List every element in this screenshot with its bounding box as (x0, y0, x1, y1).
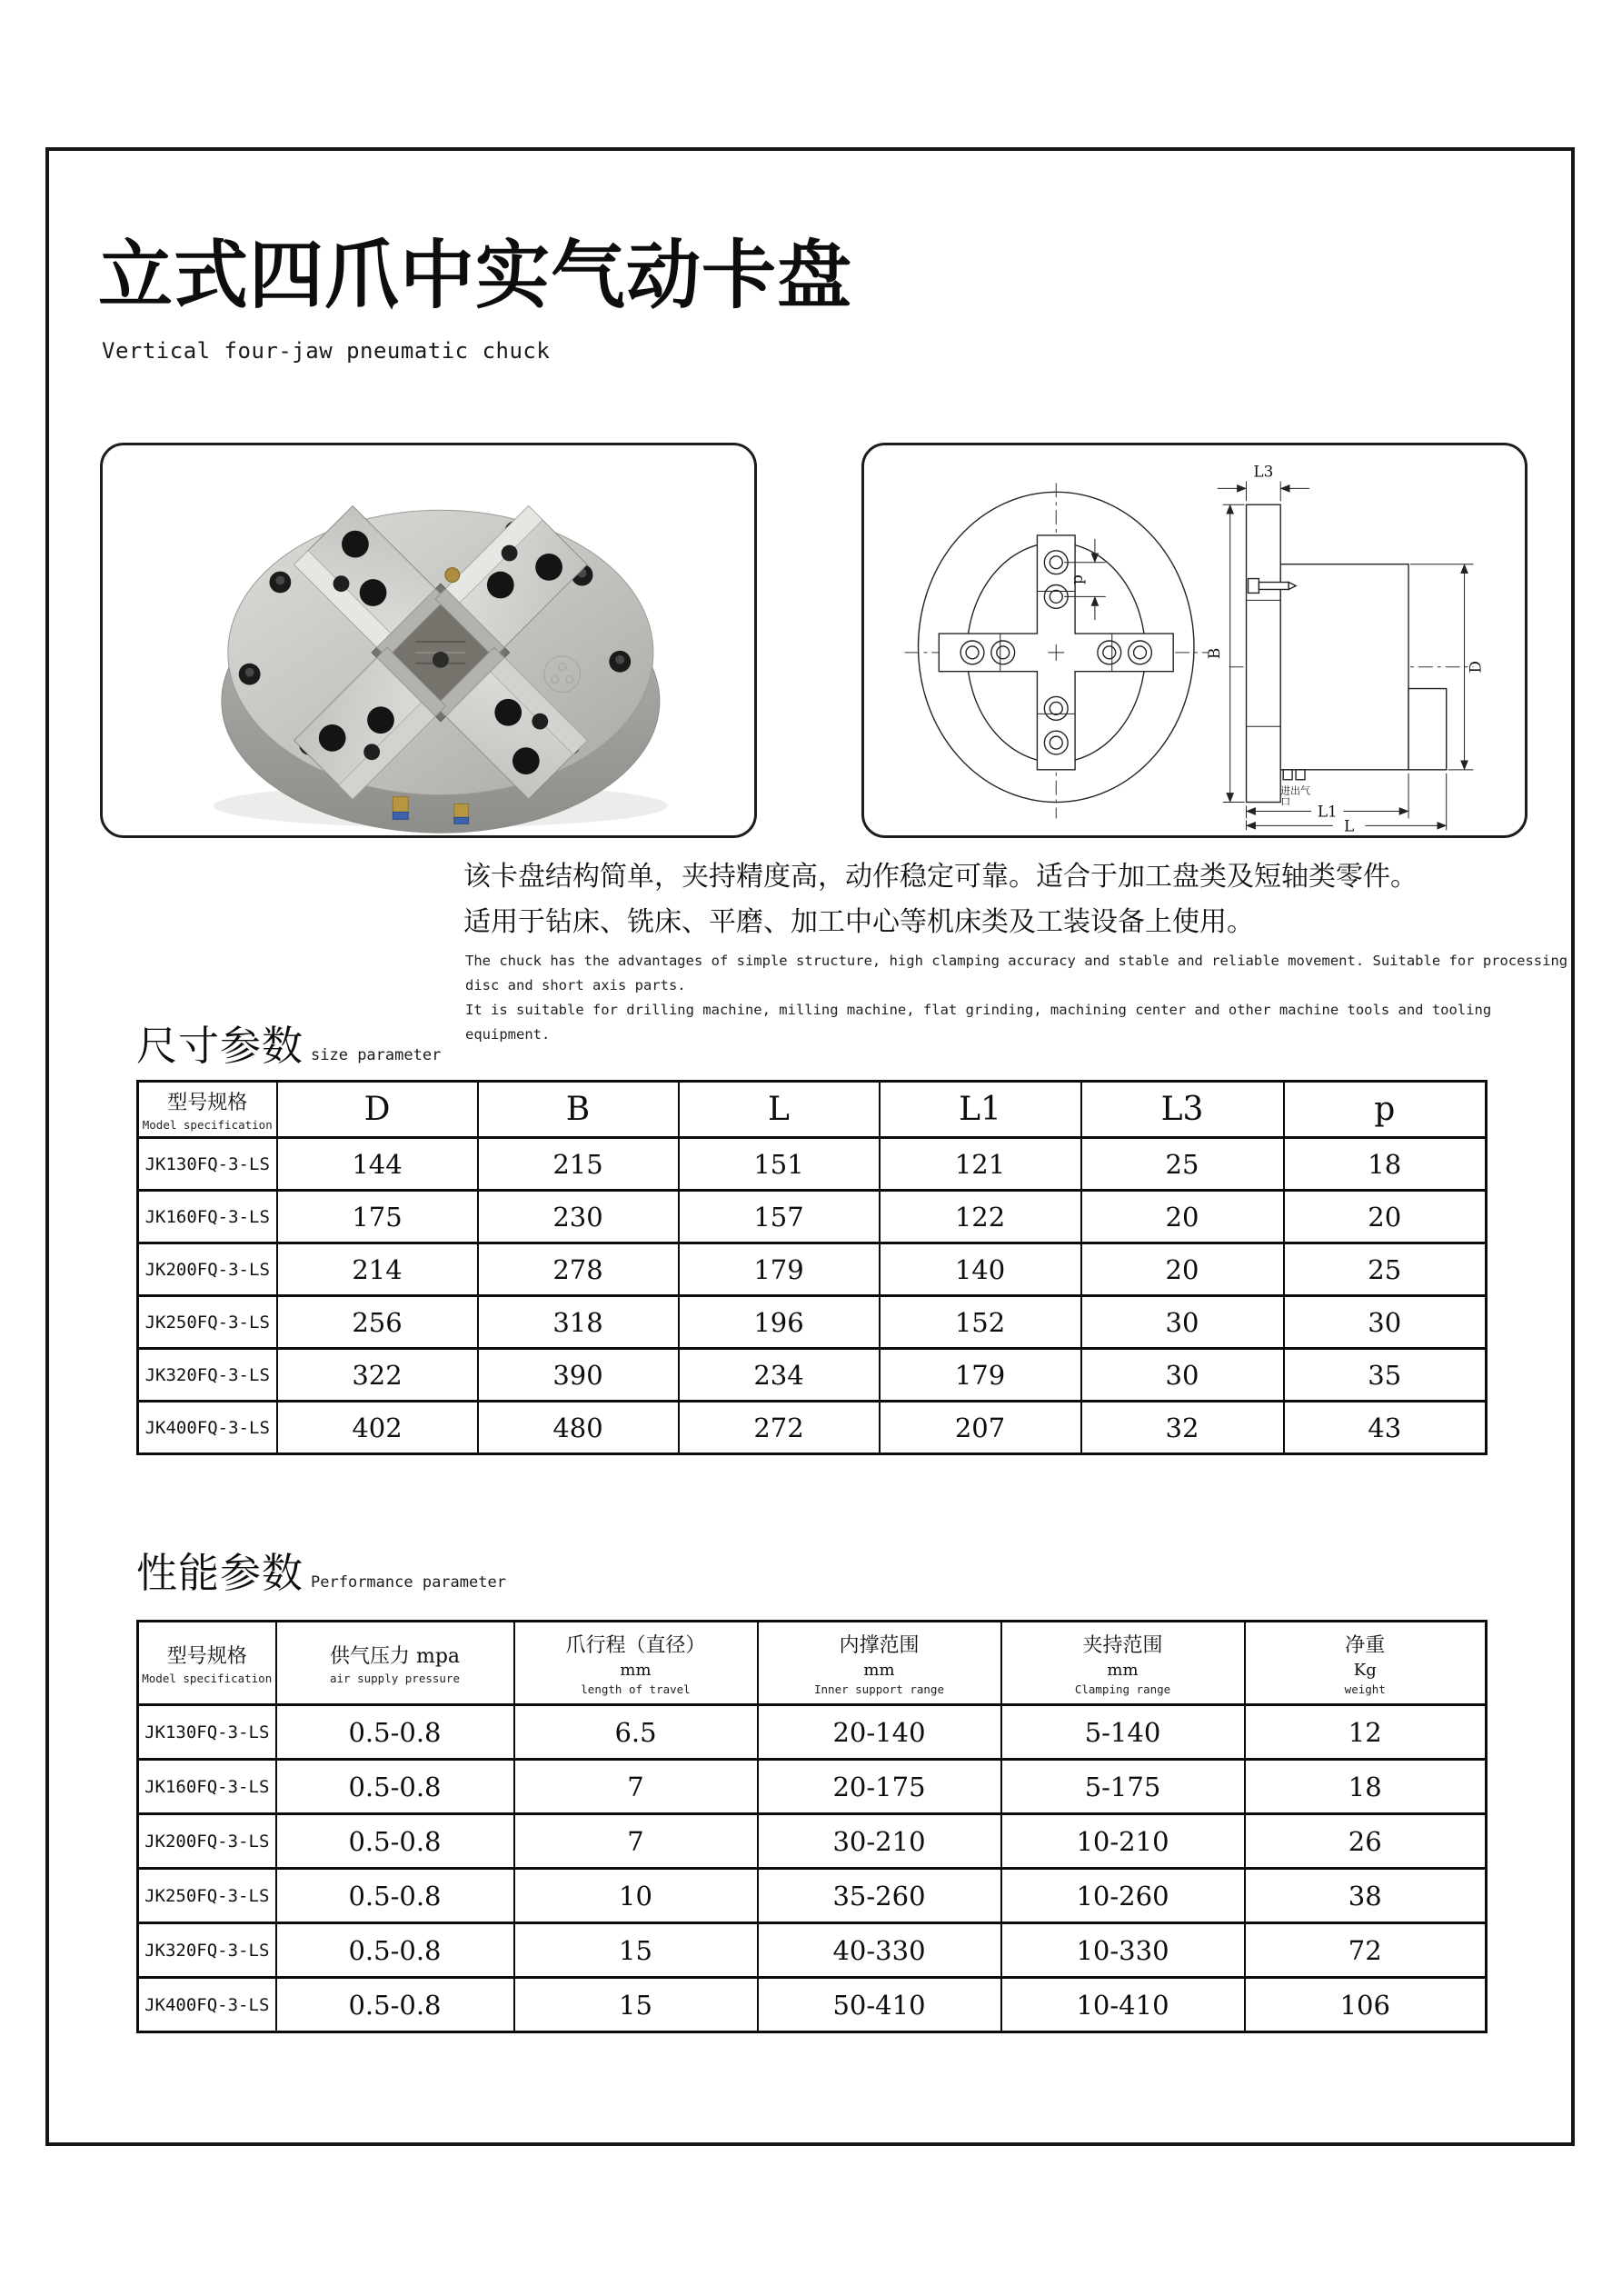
header-clamping-range: 夹持范围 mm Clamping range (1001, 1622, 1245, 1705)
value-cell: 175 (277, 1191, 478, 1243)
value-cell: 32 (1081, 1402, 1284, 1454)
header-l: L (679, 1082, 880, 1138)
size-table-header-row (138, 1082, 1487, 1138)
value-cell: 0.5-0.8 (276, 1869, 514, 1923)
description-en-line2: disc and short axis parts. (465, 977, 686, 993)
page-subtitle: Vertical four-jaw pneumatic chuck (102, 338, 551, 364)
value-cell: 30 (1081, 1349, 1284, 1402)
technical-drawing-box (861, 443, 1527, 838)
value-cell: 0.5-0.8 (276, 1760, 514, 1814)
model-cell: JK200FQ-3-LS (138, 1243, 277, 1296)
value-cell: 25 (1081, 1138, 1284, 1191)
value-cell: 106 (1245, 1978, 1487, 2032)
value-cell: 72 (1245, 1923, 1487, 1978)
table-row (138, 1760, 1487, 1814)
value-cell: 207 (880, 1402, 1081, 1454)
value-cell: 43 (1284, 1402, 1487, 1454)
header-b: B (478, 1082, 679, 1138)
value-cell: 30-210 (758, 1814, 1001, 1869)
table-row (138, 1243, 1487, 1296)
value-cell: 18 (1245, 1760, 1487, 1814)
value-cell: 10-330 (1001, 1923, 1245, 1978)
description-en-line1: The chuck has the advantages of simple structure, high clamping accuracy and stable and reliable movement. Suitable for processing (465, 953, 1568, 969)
model-cell: JK250FQ-3-LS (138, 1869, 276, 1923)
table-row (138, 1138, 1487, 1191)
value-cell: 121 (880, 1138, 1081, 1191)
size-heading-cn: 尺寸参数 (136, 1022, 304, 1070)
technical-drawing (864, 445, 1525, 835)
value-cell: 230 (478, 1191, 679, 1243)
description-cn (463, 854, 1418, 945)
value-cell: 234 (679, 1349, 880, 1402)
value-cell: 144 (277, 1138, 478, 1191)
header-model: 型号规格 Model specification (138, 1622, 276, 1705)
dim-label-l3: L3 (1253, 462, 1274, 481)
value-cell: 10-410 (1001, 1978, 1245, 2032)
value-cell: 157 (679, 1191, 880, 1243)
value-cell: 151 (679, 1138, 880, 1191)
product-photo-box (100, 443, 757, 838)
description-en-line4: equipment. (465, 1026, 551, 1043)
description-en-line3: It is suitable for drilling machine, milling machine, flat grinding, machining center and other machine tools and tooling (465, 1002, 1492, 1018)
header-inner-support-range: 内撑范围 mm Inner support range (758, 1622, 1001, 1705)
value-cell: 122 (880, 1191, 1081, 1243)
table-row (138, 1814, 1487, 1869)
model-cell: JK250FQ-3-LS (138, 1296, 277, 1349)
value-cell: 26 (1245, 1814, 1487, 1869)
value-cell: 5-140 (1001, 1705, 1245, 1760)
header-weight: 净重 Kg weight (1245, 1622, 1487, 1705)
dim-label-l1: L1 (1317, 802, 1338, 821)
product-photo (103, 445, 754, 835)
value-cell: 214 (277, 1243, 478, 1296)
value-cell: 20-140 (758, 1705, 1001, 1760)
model-cell: JK160FQ-3-LS (138, 1191, 277, 1243)
port-label-line2: 口 (1280, 795, 1291, 808)
performance-heading-cn: 性能参数 (136, 1549, 304, 1597)
dim-label-p: p (1068, 574, 1087, 584)
value-cell: 152 (880, 1296, 1081, 1349)
value-cell: 15 (514, 1923, 758, 1978)
value-cell: 196 (679, 1296, 880, 1349)
value-cell: 35 (1284, 1349, 1487, 1402)
model-cell: JK320FQ-3-LS (138, 1923, 276, 1978)
value-cell: 480 (478, 1402, 679, 1454)
dim-label-b: B (1204, 647, 1223, 660)
performance-section-heading (136, 1540, 506, 1599)
value-cell: 322 (277, 1349, 478, 1402)
table-row (138, 1978, 1487, 2032)
size-parameter-table (136, 1080, 1488, 1455)
dimension-b (1205, 504, 1245, 802)
table-row (138, 1191, 1487, 1243)
size-heading-en: size parameter (311, 1046, 442, 1064)
dimension-l3 (1218, 462, 1309, 501)
brass-pin (445, 568, 460, 583)
front-view (905, 483, 1209, 818)
value-cell: 0.5-0.8 (276, 1705, 514, 1760)
table-row (138, 1869, 1487, 1923)
value-cell: 179 (679, 1243, 880, 1296)
value-cell: 18 (1284, 1138, 1487, 1191)
value-cell: 40-330 (758, 1923, 1001, 1978)
table-row (138, 1296, 1487, 1349)
table-row (138, 1923, 1487, 1978)
air-port (1280, 770, 1310, 808)
performance-heading-en: Performance parameter (311, 1573, 506, 1592)
value-cell: 215 (478, 1138, 679, 1191)
value-cell: 20 (1284, 1191, 1487, 1243)
value-cell: 20 (1081, 1243, 1284, 1296)
value-cell: 6.5 (514, 1705, 758, 1760)
model-cell: JK400FQ-3-LS (138, 1402, 277, 1454)
model-cell: JK130FQ-3-LS (138, 1138, 277, 1191)
value-cell: 179 (880, 1349, 1081, 1402)
header-d: D (277, 1082, 478, 1138)
description-cn-line2: 适用于钻床、铣床、平磨、加工中心等机床类及工装设备上使用。 (463, 906, 1254, 938)
value-cell: 0.5-0.8 (276, 1923, 514, 1978)
value-cell: 278 (478, 1243, 679, 1296)
value-cell: 12 (1245, 1705, 1487, 1760)
value-cell: 20-175 (758, 1760, 1001, 1814)
value-cell: 30 (1081, 1296, 1284, 1349)
value-cell: 10-210 (1001, 1814, 1245, 1869)
model-cell: JK160FQ-3-LS (138, 1760, 276, 1814)
side-view (1205, 462, 1485, 834)
value-cell: 0.5-0.8 (276, 1978, 514, 2032)
value-cell: 25 (1284, 1243, 1487, 1296)
header-p: p (1284, 1082, 1487, 1138)
table-row (138, 1402, 1487, 1454)
header-air-pressure: 供气压力 mpa air supply pressure (276, 1622, 514, 1705)
description-cn-line1: 该卡盘结构简单，夹持精度高，动作稳定可靠。适合于加工盘类及短轴类零件。 (463, 861, 1418, 893)
model-cell: JK200FQ-3-LS (138, 1814, 276, 1869)
header-l3: L3 (1081, 1082, 1284, 1138)
dim-label-d: D (1466, 660, 1485, 674)
header-l1: L1 (880, 1082, 1081, 1138)
value-cell: 7 (514, 1814, 758, 1869)
value-cell: 50-410 (758, 1978, 1001, 2032)
value-cell: 272 (679, 1402, 880, 1454)
value-cell: 38 (1245, 1869, 1487, 1923)
value-cell: 390 (478, 1349, 679, 1402)
chuck-photo-illustration (214, 506, 668, 834)
table-row (138, 1349, 1487, 1402)
dim-label-l: L (1343, 816, 1355, 835)
performance-table-header-row (138, 1622, 1487, 1705)
value-cell: 35-260 (758, 1869, 1001, 1923)
model-cell: JK130FQ-3-LS (138, 1705, 276, 1760)
size-section-heading (136, 1013, 441, 1072)
port-label-line1: 进出气 (1280, 784, 1310, 797)
value-cell: 10 (514, 1869, 758, 1923)
value-cell: 30 (1284, 1296, 1487, 1349)
value-cell: 5-175 (1001, 1760, 1245, 1814)
value-cell: 20 (1081, 1191, 1284, 1243)
header-model: 型号规格 Model specification (138, 1082, 277, 1138)
value-cell: 10-260 (1001, 1869, 1245, 1923)
table-row (138, 1705, 1487, 1760)
performance-parameter-table (136, 1620, 1488, 2033)
value-cell: 256 (277, 1296, 478, 1349)
page-title: 立式四爪中实气动卡盘 (98, 232, 853, 319)
model-cell: JK400FQ-3-LS (138, 1978, 276, 2032)
value-cell: 15 (514, 1978, 758, 2032)
value-cell: 0.5-0.8 (276, 1814, 514, 1869)
value-cell: 318 (478, 1296, 679, 1349)
value-cell: 402 (277, 1402, 478, 1454)
description-en (465, 949, 1567, 1047)
value-cell: 7 (514, 1760, 758, 1814)
model-cell: JK320FQ-3-LS (138, 1349, 277, 1402)
header-jaw-travel: 爪行程（直径） mm length of travel (514, 1622, 758, 1705)
value-cell: 140 (880, 1243, 1081, 1296)
